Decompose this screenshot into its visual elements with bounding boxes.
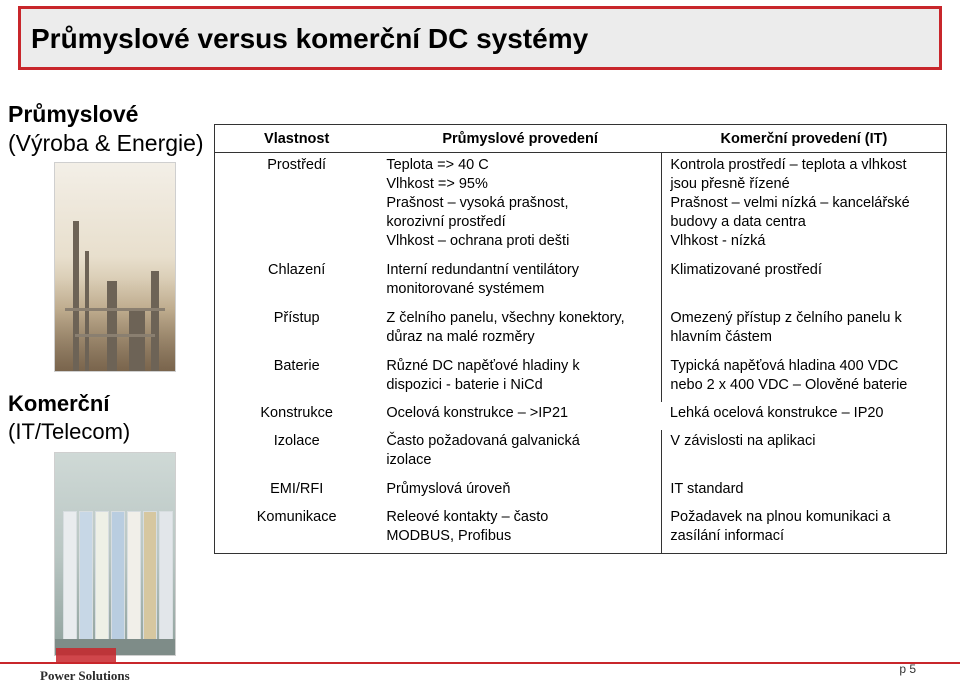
row-property: Baterie (215, 355, 379, 402)
cell-line: Teplota => 40 C (386, 157, 489, 173)
cell-line: korozivní prostředí (386, 214, 506, 230)
cell-line: Často požadovaná galvanická (386, 432, 580, 449)
page-title: Průmyslové versus komerční DC systémy (31, 23, 589, 54)
row-industrial (378, 153, 662, 259)
header-industrial: Průmyslové provedení (378, 125, 662, 153)
row-property: Konstrukce (215, 402, 379, 430)
company-logo-mark (56, 648, 116, 662)
cell-line: Omezený přístup z čelního panelu k (670, 309, 902, 326)
row-industrial (378, 430, 662, 478)
table-row (215, 506, 947, 554)
row-industrial (378, 506, 662, 554)
cell-line: MODBUS, Profibus (386, 527, 512, 544)
industrial-sub: (Výroba & Energie) (8, 130, 204, 156)
row-industrial (378, 478, 662, 506)
comparison-table (214, 124, 947, 554)
row-commercial (662, 259, 947, 307)
table-row (215, 430, 947, 478)
row-commercial (662, 153, 947, 259)
row-commercial (662, 355, 947, 402)
footer-brand: Power Solutions (40, 668, 130, 683)
table-row (215, 478, 947, 506)
header-property: Vlastnost (215, 125, 379, 153)
cell-line: zasílání informací (670, 527, 785, 544)
row-property: Izolace (215, 430, 379, 478)
cell-line: budovy a data centra (670, 214, 806, 230)
table-row (215, 307, 947, 355)
commercial-label (8, 390, 130, 446)
industrial-heading: Průmyslové (8, 101, 139, 127)
row-property: Chlazení (215, 259, 379, 307)
cell-line: Požadavek na plnou komunikaci a (670, 508, 891, 525)
cell-line: Vlhkost - nízká (670, 233, 766, 249)
row-industrial (378, 307, 662, 355)
cell-line: jsou přesně řízené (670, 176, 790, 192)
cell-line: V závislosti na aplikaci (670, 432, 816, 449)
row-commercial (662, 506, 947, 554)
row-industrial (378, 259, 662, 307)
table-header-row (215, 125, 947, 153)
cell-line: Prašnost – vysoká prašnost, (386, 195, 569, 211)
cell-line: Různé DC napěťové hladiny k (386, 357, 580, 374)
row-property: Přístup (215, 307, 379, 355)
commercial-heading: Komerční (8, 391, 110, 416)
cell-line: dispozici - baterie i NiCd (386, 376, 543, 393)
row-property: Prostředí (215, 153, 379, 259)
cell-line: Vlhkost => 95% (386, 176, 488, 192)
table-row (215, 153, 947, 259)
row-industrial (378, 355, 662, 402)
cell-line: monitorované systémem (386, 280, 545, 297)
cell-line: Prašnost – velmi nízká – kancelářské (670, 195, 910, 211)
cell-line: Kontrola prostředí – teplota a vlhkost (670, 157, 907, 173)
cell-line: Vlhkost – ochrana proti dešti (386, 233, 570, 249)
cell-line: Z čelního panelu, všechny konektory, (386, 309, 625, 326)
commercial-sub: (IT/Telecom) (8, 419, 131, 444)
cell-line: důraz na malé rozměry (386, 328, 535, 345)
row-commercial (662, 402, 947, 430)
telecom-cabinet-image (54, 452, 176, 656)
header-commercial: Komerční provedení (IT) (662, 125, 947, 153)
industrial-label (8, 100, 204, 158)
page-number: p 5 (899, 662, 916, 676)
cell-line: Lehká ocelová konstrukce – IP20 (669, 404, 884, 421)
table-row (215, 259, 947, 307)
cell-line: Releové kontakty – často (386, 508, 549, 525)
cell-line: Ocelová konstrukce – >IP21 (386, 404, 569, 421)
row-industrial (378, 402, 662, 430)
row-commercial (662, 478, 947, 506)
table-row (215, 402, 947, 430)
cell-line: Klimatizované prostředí (670, 261, 822, 278)
cell-line: Interní redundantní ventilátory (386, 261, 579, 278)
cell-line: Typická napěťová hladina 400 VDC (670, 357, 899, 374)
footer-divider (0, 662, 960, 664)
row-property: EMI/RFI (215, 478, 379, 506)
row-commercial (662, 430, 947, 478)
row-property: Komunikace (215, 506, 379, 554)
industrial-plant-image (54, 162, 176, 372)
cell-line: hlavním částem (670, 328, 772, 345)
cell-line: nebo 2 x 400 VDC – Olověné baterie (670, 376, 908, 393)
cell-line: IT standard (670, 480, 744, 497)
row-commercial (662, 307, 947, 355)
table-row (215, 355, 947, 402)
cell-line: izolace (386, 451, 432, 468)
title-box (18, 6, 942, 70)
cell-line: Průmyslová úroveň (386, 480, 511, 497)
